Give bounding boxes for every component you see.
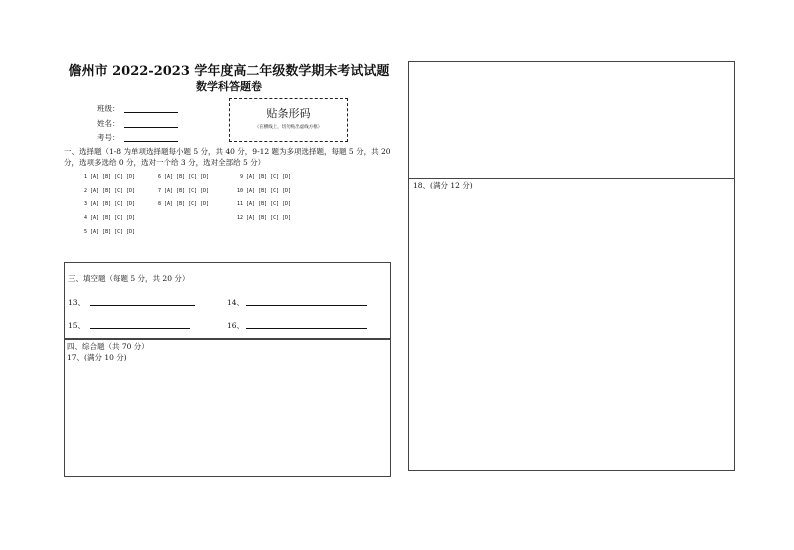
blank-answer-16[interactable] [246, 328, 367, 329]
mcq-question[interactable]: 1 [A] [B] [C] [D] [84, 174, 136, 180]
question-17-label: 17、(满分 10 分) [67, 353, 127, 362]
exam-title: 儋州市 2022-2023 学年度高二年级数学期末考试试题 [68, 64, 390, 79]
question-18-answer-area[interactable] [409, 192, 732, 468]
blank-answer-14[interactable] [246, 305, 367, 306]
blank-answer-13[interactable] [90, 305, 195, 306]
question-16-continued-area[interactable] [409, 62, 732, 178]
barcode-area [229, 98, 348, 142]
question-18-label: 18、(满分 12 分) [413, 181, 473, 190]
mcq-question[interactable]: 5 [A] [B] [C] [D] [84, 229, 136, 235]
panel-divider [408, 178, 735, 179]
blank-label-16: 16、 [227, 321, 245, 330]
mcq-question[interactable]: 9 [A] [B] [C] [D] [240, 174, 292, 180]
section4-heading: 四、综合题（共 70 分） [67, 342, 149, 351]
blank-label-13: 13、 [68, 298, 86, 307]
mcq-question[interactable]: 7 [A] [B] [C] [D] [158, 188, 210, 194]
exam-number-field[interactable] [124, 141, 178, 142]
blank-answer-15[interactable] [90, 328, 190, 329]
name-label: 姓名： [97, 119, 120, 128]
mcq-question[interactable]: 3 [A] [B] [C] [D] [84, 201, 136, 207]
class-field[interactable] [124, 112, 178, 113]
section3-heading: 三、填空题（每题 5 分，共 20 分） [68, 274, 190, 283]
mcq-question[interactable]: 8 [A] [B] [C] [D] [158, 201, 210, 207]
question-17-answer-area[interactable] [65, 362, 388, 474]
exam-number-label: 考号： [97, 133, 120, 142]
barcode-note: （在横线上，切勿贴出虚线方框） [254, 125, 323, 130]
blank-label-14: 14、 [227, 298, 245, 307]
exam-subtitle: 数学科答题卷 [196, 80, 262, 93]
mcq-question[interactable]: 6 [A] [B] [C] [D] [158, 174, 210, 180]
section1-heading: 一、选择题（1-8 为单项选择题每小题 5 分，共 40 分，9-12 题为多项选择题，每题 5 分，共 20 分，选项多选给 0 分，选对一个给 3 分，选对全部给 5 分） [64, 147, 391, 167]
mcq-question[interactable]: 11 [A] [B] [C] [D] [237, 201, 292, 207]
mcq-question[interactable]: 10 [A] [B] [C] [D] [237, 188, 292, 194]
barcode-title: 贴条形码 [266, 107, 311, 120]
class-label: 班级： [97, 104, 120, 113]
name-field[interactable] [124, 127, 178, 128]
mcq-question[interactable]: 12 [A] [B] [C] [D] [237, 215, 292, 221]
mcq-question[interactable]: 2 [A] [B] [C] [D] [84, 188, 136, 194]
blank-label-15: 15、 [68, 321, 86, 330]
mcq-question[interactable]: 4 [A] [B] [C] [D] [84, 215, 136, 221]
